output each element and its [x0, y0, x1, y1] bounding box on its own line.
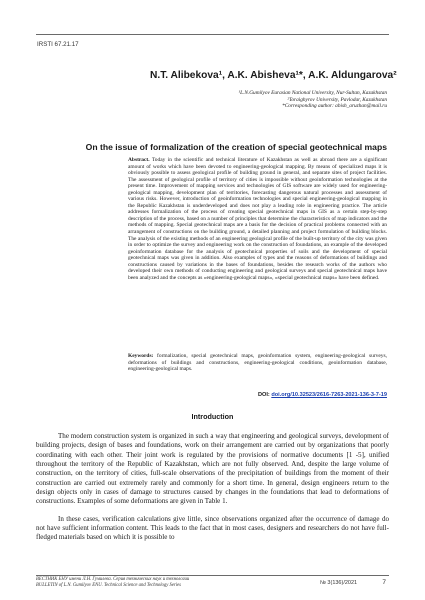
issue-number: № 3(136)/2021	[320, 580, 358, 586]
journal-name-kz: ВЕСТНИК ЕНУ имени Л.Н. Гумилева. Серия технических наук и технологии	[36, 577, 190, 582]
affiliation-1: ¹L.N.Gumilyov Eurasian National University, Nur-Sultan, Kazakhstan	[238, 90, 387, 96]
author-list: N.T. Alibekova¹, A.K. Abisheva¹*, A.K. Aldungarova²	[150, 70, 397, 81]
paragraph-2: In these cases, verification calculations give little, since observations organized after the occurrence of damage do not have sufficient information content. This leads to the fact that in most cases, designers and researchers do not have full-fledged materials based on which it is possible to	[36, 514, 389, 542]
irsti-code: IRSTI 67.21.17	[37, 41, 79, 48]
journal-name-en: BULLETIN of L.N. Gumilyov ENU. Technical Science and Technology Series	[36, 583, 181, 589]
abstract	[128, 157, 387, 281]
abstract-text: Today in the scientific and technical literature of Kazakhstan as well as abroad there are a significant amount of works which have been devoted to engineering-geological mapping. By means of specialized maps it is obviously possible to assess geological profile of building ground in general, and separate sites of project facilities. The assessment of geological profile of territory of cities is impossible without geoinformation technologies at the present time. Improvement of mapping services and technologies of GIS software are widely used for engineering-geological mapping, development plan of territories, forecasting dangerous natural processes and assessment of various risks. However, introduction of geoinformation technologies and special engineering-geological mapping in the Republic Kazakhstan is underdeveloped and does not play a leading role in engineering practice. The article addresses formalization of the process of creating special geotechnical maps in GIS as a certain step-by-step description of the process, based on a number of principles that determine the characteristics of map indicators and the methods of mapping. Special geotechnical maps are a basis for the decision of practical problems connected with an arrangement of constructions on the building ground, a detailed planning and project formulation of building blocks. The analysis of the existing methods of an engineering geological profile of the built-up territory of the city was given in order to optimize the survey and engineering work on the construction of foundations, an example of the developed geoinformation database for the analysis of geotechnical properties of soils and the development of special geotechnical maps was given in addition. Also examples of types and the reasons of deformations of buildings and constructions caused by variations in the bases of foundations, besides the research works of the authors who developed their own methods of conducting engineering and geological surveys and special geotechnical maps have been analyzed and the concepts as «engineering-geological maps», «special geotechnical maps» have been defined.	[128, 157, 387, 281]
abstract-label: Abstract.	[128, 157, 150, 163]
paragraph-1: The modern construction system is organized in such a way that engineering and geological surveys, development of building projects, design of bases and foundations, work on their arrangement are carried out by organizations that poorly coordinating with each other. Their joint work is regulated by the provisions of normative documents [1 -5], unified throughout the territory of the Republic of Kazakhstan, which are not fully observed. And, despite the large volume of construction, on the territory of cities, full-scale observations of the precipitation of buildings from the moment of their construction are carried out extremely rarely and commonly for a short time. In general, design engineers return to the design objects only in cases of damage to structures caused by changes in the foundations that lead to deformations of constructions. Examples of some deformations are given in Table 1.	[36, 432, 389, 506]
doi-link[interactable]: doi.org/10.32523/2616-7263-2021-136-3-7-19	[271, 392, 387, 398]
affiliations	[140, 90, 387, 110]
keywords-label: Keywords:	[128, 353, 154, 359]
introduction-body	[36, 432, 389, 543]
affiliation-2: ²Toraighyrov University, Pavlodar, Kazakhstan	[287, 96, 387, 103]
doi-label: DOI:	[257, 392, 270, 398]
doi-line	[128, 392, 387, 398]
corresponding-author: *Corresponding author: abish_aruzhan@mail.ru	[282, 103, 387, 110]
keywords-text: formalization, special geotechnical maps, geoinformation system, engineering-geological surveys, deformations of buildings and constructions, engineering-geological conditions, geoinformation database, engineering-geological maps.	[128, 353, 387, 373]
footer-rule	[36, 575, 389, 576]
header-rule	[36, 34, 389, 35]
page-number: 7	[382, 579, 386, 586]
section-heading-introduction: Introduction	[191, 412, 234, 421]
journal-name	[36, 577, 189, 589]
paper-title: On the issue of formalization of the creation of special geotechnical maps	[85, 142, 387, 152]
keywords	[128, 353, 387, 373]
